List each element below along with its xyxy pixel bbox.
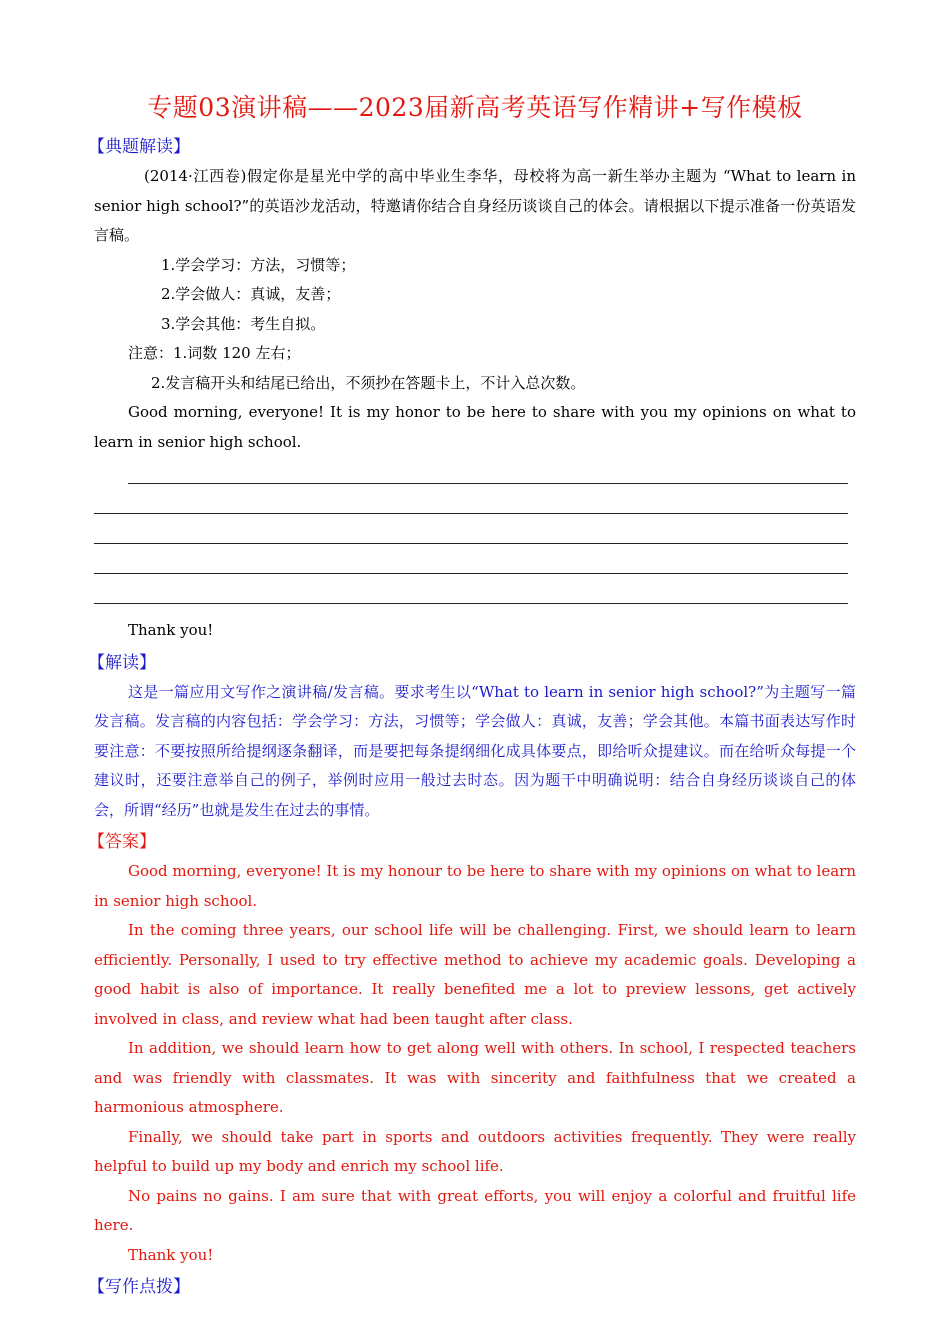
section-heading-analysis: 【解读】 — [88, 652, 156, 673]
analysis-text: 这是一篇应用文写作之演讲稿/发言稿。要求考生以“What to learn in senior high school?”为主题写一篇发言稿。发言稿的内容包括：学会学习：方法，习惯等；学会做人：真诚，友善；学会其他。本篇书面表达写作时要注意：不要按照所给提纲逐条翻译，而是要把每条提纲细化成具体要点，即给听众提建议。而在给听众每提一个建议时，还要注意举自己的例子，举例时应用一般过去时态。因为题干中明确说明：结合自身经历谈谈自己的体会，所谓“经历”也就是发生在过去的事情。 — [94, 682, 856, 819]
prompt-point: 2.学会做人：真诚，友善； — [161, 285, 341, 303]
document-page — [88, 90, 856, 1302]
answer-paragraph: Finally, we should take part in sports and outdoors activities frequently. They were really helpful to build up my body and enrich my school life. — [94, 1127, 856, 1175]
speech-closing: Thank you! — [128, 621, 214, 639]
answer-blank-line — [94, 603, 848, 604]
answer-blank-line — [128, 483, 848, 484]
speech-opening: Good morning, everyone! It is my honor to be here to share with you my opinions on what to learn in senior high school. — [94, 403, 856, 451]
answer-paragraph: Good morning, everyone! It is my honour to be here to share with my opinions on what to learn in senior high school. — [94, 862, 856, 910]
answer-blank-line — [94, 543, 848, 544]
prompt-note: 2.发言稿开头和结尾已给出，不须抄在答题卡上，不计入总次数。 — [151, 373, 586, 392]
answer-blank-line — [94, 573, 848, 574]
answer-blank-line — [94, 513, 848, 514]
page-title: 专题03演讲稿——2023届新高考英语写作精讲+写作模板 — [147, 93, 803, 122]
prompt-point: 1.学会学习：方法，习惯等； — [161, 255, 356, 274]
answer-paragraph: In addition, we should learn how to get along well with others. In school, I respected teachers and was friendly with classmates. It was with sincerity and faithfulness that we created a harmonious atmosphere. — [94, 1039, 856, 1116]
answer-paragraph: Thank you! — [128, 1245, 214, 1264]
section-heading-answer: 【答案】 — [88, 832, 156, 852]
section-heading-example: 【典题解读】 — [88, 137, 190, 157]
answer-paragraph: No pains no gains. I am sure that with great efforts, you will enjoy a colorful and fruitful life here. — [94, 1186, 856, 1234]
prompt-point: 3.学会其他：考生自拟。 — [161, 314, 326, 333]
section-heading-tips: 【写作点拨】 — [88, 1277, 190, 1297]
prompt-intro: (2014·江西卷)假定你是星光中学的高中毕业生李华，母校将为高一新生举办主题为 “What to learn in senior high school?”的英语沙龙活动，特邀请你结合自身经历谈谈自己的体会。请根据以下提示准备一份英语发言稿。 — [94, 167, 856, 244]
prompt-note: 注意：1.词数 120 左右； — [128, 344, 301, 362]
answer-paragraph: In the coming three years, our school life will be challenging. First, we should learn to learn efficiently. Personally, I used to try effective method to achieve my academic goals. Developing a good habit is also of importance. It really benefited me a lot to preview lessons, get actively involved in class, and review what had been taught after class. — [94, 921, 856, 1028]
